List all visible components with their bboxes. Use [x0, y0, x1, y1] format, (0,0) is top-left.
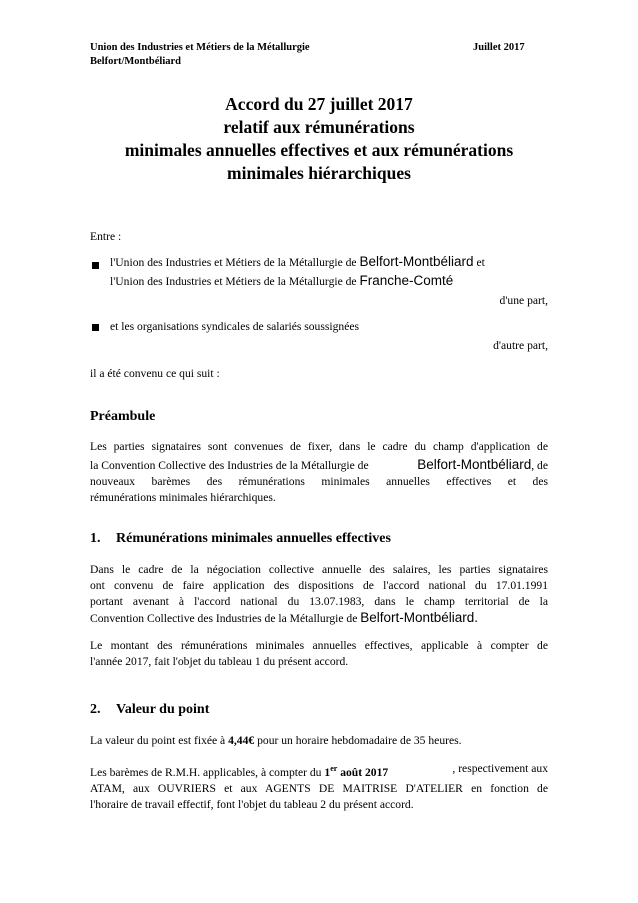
preambule-line2 — [90, 455, 548, 474]
party2-text: et les organisations syndicales de salariés soussignées — [110, 320, 359, 333]
preambule-paragraph — [90, 439, 548, 506]
preambule-line2-rest — [417, 457, 548, 474]
document-title — [0, 93, 638, 185]
preambule-line4: rémunérations minimales hiérarchiques. — [90, 491, 276, 504]
section1-paragraph1 — [90, 562, 548, 629]
party1-side: d'une part, — [499, 294, 548, 307]
section1-p1-line2: ont convenu de faire application des dispositions de l'accord national du 17.01.1991 — [90, 579, 548, 592]
section1-place: Belfort-Montbéliard. — [360, 610, 479, 625]
section2-number: 2. — [90, 702, 101, 717]
section1-paragraph2 — [90, 638, 548, 670]
header-org-line1: Union des Industries et Métiers de la Métallurgie — [90, 42, 310, 53]
party1-line1 — [110, 254, 548, 271]
bullet-icon — [92, 324, 100, 332]
section2-paragraph1 — [90, 733, 548, 749]
section1-p1-line4-text: Convention Collective des Industries de la Métallurgie de — [90, 612, 361, 625]
section2-p1-text: La valeur du point est fixée à — [90, 734, 229, 747]
section1-heading — [90, 530, 391, 548]
section1-number: 1. — [90, 531, 101, 546]
section1-title: Rémunérations minimales annuelles effectives — [116, 531, 391, 546]
section2-heading — [90, 701, 209, 719]
header-org-line2: Belfort/Montbéliard — [90, 56, 181, 67]
date-day: 1 — [324, 765, 331, 779]
parties-intro: Entre : — [90, 230, 122, 243]
section2-p2-text: Les barèmes de R.M.H. applicables, à compter du — [90, 765, 325, 779]
preambule-line2-end: , de — [531, 459, 548, 472]
party1b-text: l'Union des Industries et Métiers de la Métallurgie de — [110, 275, 360, 288]
preambule-line1: Les parties signataires sont convenues de fixer, dans le cadre du champ d'application de — [90, 440, 548, 453]
agreed-text: il a été convenu ce qui suit : — [90, 367, 220, 380]
section2-p2-line1 — [90, 761, 548, 781]
party1-text: l'Union des Industries et Métiers de la Métallurgie de — [110, 256, 360, 269]
party1-place: Belfort-Montbéliard — [359, 254, 474, 269]
party2-side: d'autre part, — [493, 339, 548, 352]
date-month-year: août 2017 — [337, 765, 389, 779]
section1-p1-line4 — [90, 610, 548, 629]
title-line-2: relatif aux rémunérations — [223, 117, 415, 137]
section2-p2-line1-left — [90, 761, 388, 781]
date-sup: er — [330, 764, 338, 773]
preambule-line2-text: la Convention Collective des Industries de la Métallurgie de — [90, 459, 369, 472]
section1-p2-line1: Le montant des rémunérations minimales annuelles effectives, applicable à compter de — [90, 639, 548, 652]
point-value: 4,44€ — [228, 734, 255, 747]
party1-end: et — [473, 256, 485, 269]
section2-p2-line1-end: , respectivement aux — [452, 762, 548, 775]
section1-p1-line1: Dans le cadre de la négociation collective annuelle des salaires, les parties signataires — [90, 563, 548, 576]
header-date: Juillet 2017 — [473, 42, 525, 53]
section1-p2-line2: l'année 2017, fait l'objet du tableau 1 du présent accord. — [90, 655, 349, 668]
title-line-4: minimales hiérarchiques — [227, 163, 411, 183]
section2-title: Valeur du point — [116, 702, 210, 717]
section2-p1-end: pour un horaire hebdomadaire de 35 heures. — [254, 734, 462, 747]
title-line-1: Accord du 27 juillet 2017 — [225, 94, 413, 114]
section2-p2-line3: l'horaire de travail effectif, font l'objet du tableau 2 du présent accord. — [90, 797, 414, 811]
section2-paragraph2 — [90, 761, 548, 813]
title-line-3: minimales annuelles effectives et aux rémunérations — [124, 140, 514, 160]
preambule-heading: Préambule — [90, 409, 156, 424]
party1b-place: Franche-Comté — [359, 273, 454, 288]
preambule-place: Belfort-Montbéliard — [417, 457, 532, 472]
party1-line2 — [110, 273, 548, 290]
bullet-icon — [92, 262, 100, 270]
section2-p2-line2: ATAM, aux OUVRIERS et aux AGENTS DE MAITRISE D'ATELIER en fonction de — [90, 781, 548, 795]
preambule-line3: nouveaux barèmes des rémunérations minimales annuelles effectives et des — [90, 475, 548, 488]
section1-p1-line3: portant avenant à l'accord national du 13.07.1983, dans le champ territorial de la — [90, 595, 548, 608]
